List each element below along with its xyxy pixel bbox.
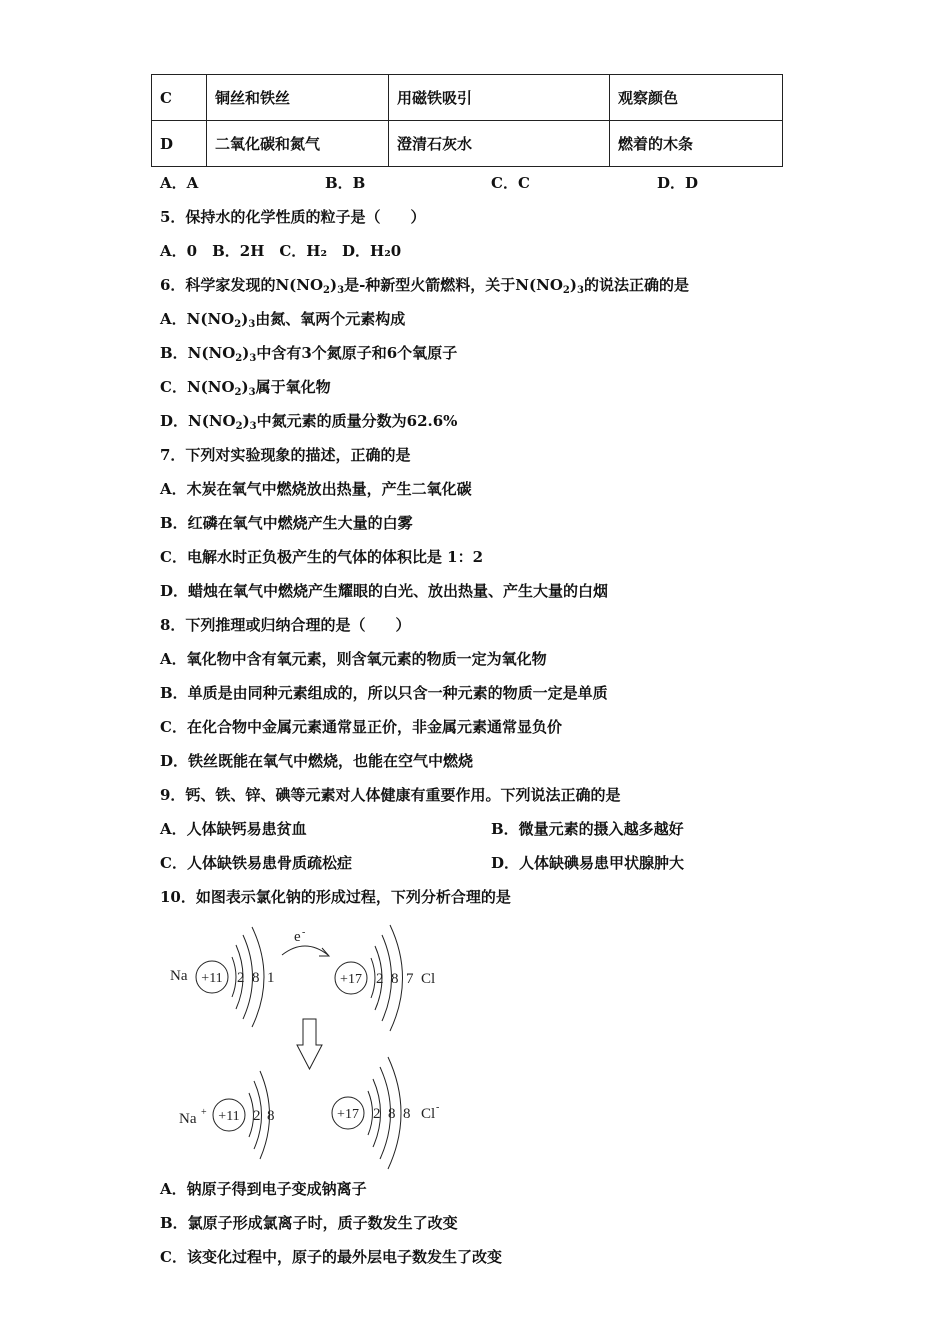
question-9-option-a: A．人体缺钙易患贫血 [160, 820, 307, 838]
question-7-option-d: D．蜡烛在氧气中燃烧产生耀眼的白光、放出热量、产生大量的白烟 [160, 582, 609, 600]
question-7-option-a: A．木炭在氧气中燃烧放出热量，产生二氧化碳 [160, 480, 472, 498]
sodium-ion-label: Na [179, 1111, 197, 1127]
question-7-option-c: C．电解水时正负极产生的气体的体积比是 1：2 [160, 548, 484, 566]
sodium-ion-shell-count: 2 [253, 1108, 261, 1124]
electron-label: e [294, 929, 301, 945]
table-cell: 二氧化碳和氮气 [207, 121, 389, 167]
sodium-ion-nucleus-charge: +11 [218, 1109, 240, 1124]
table-cell: D [152, 121, 207, 167]
sodium-shell-count: 8 [252, 970, 260, 986]
chlorine-shell-count: 8 [391, 971, 399, 987]
electron-charge: - [302, 927, 306, 938]
question-9-stem: 9．钙、铁、锌、碘等元素对人体健康有重要作用。下列说法正确的是 [160, 786, 621, 804]
option-table [151, 74, 783, 167]
question-8-option-c: C．在化合物中金属元素通常显正价，非金属元素通常显负价 [160, 718, 562, 736]
question-6-option-a: A．$N(NO_2)_3$由氮、氧两个元素构成 [160, 310, 406, 330]
answer-option-b: B．B [325, 174, 366, 192]
table-cell: 燃着的木条 [610, 121, 783, 167]
question-9-option-b: B．微量元素的摄入越多越好 [491, 820, 684, 838]
sodium-nucleus-charge: +11 [201, 971, 223, 986]
question-10-option-b: B．氯原子形成氯离子时，质子数发生了改变 [160, 1214, 458, 1232]
question-6-option-c: C．$N(NO_2)_3$属于氧化物 [160, 378, 331, 398]
table-cell: 澄清石灰水 [389, 121, 610, 167]
table-cell: C [152, 75, 207, 121]
question-10-stem: 10．如图表示氯化钠的形成过程，下列分析合理的是 [160, 888, 511, 906]
table-cell: 观察颜色 [610, 75, 783, 121]
question-7-stem: 7．下列对实验现象的描述，正确的是 [160, 446, 411, 464]
answer-option-d: D．D [657, 174, 699, 192]
sodium-ion-charge: + [201, 1107, 207, 1118]
question-6-stem: 6．科学家发现的$N(NO_2)_3$是-种新型火箭燃料，关于$N(NO_2)_3$的说法正确的是 [160, 276, 689, 296]
chloride-ion-nucleus-charge: +17 [337, 1107, 359, 1122]
chlorine-shell-count: 2 [376, 971, 384, 987]
chloride-ion-shell-count: 2 [373, 1106, 381, 1122]
question-5-options: A．0 B．2H C．H₂ D．H₂0 [160, 242, 402, 260]
chlorine-nucleus-charge: +17 [340, 972, 362, 987]
nacl-formation-diagram [160, 915, 480, 1170]
question-8-option-b: B．单质是由同种元素组成的，所以只含一种元素的物质一定是单质 [160, 684, 608, 702]
chloride-ion-shell-arc [368, 1091, 373, 1135]
chlorine-shell-count: 7 [406, 971, 414, 987]
table-cell: 用磁铁吸引 [389, 75, 610, 121]
sodium-shell-count: 1 [267, 970, 275, 986]
question-8-option-d: D．铁丝既能在氧气中燃烧，也能在空气中燃烧 [160, 752, 474, 770]
sodium-shell-arc [232, 957, 236, 997]
chlorine-shell-arc [371, 958, 375, 998]
electron-transfer-arrow [282, 946, 328, 955]
question-9-option-d: D．人体缺碘易患甲状腺肿大 [491, 854, 685, 872]
answer-option-c: C．C [491, 174, 530, 192]
question-8-stem: 8．下列推理或归纳合理的是（ ） [160, 616, 411, 634]
question-5-stem: 5．保持水的化学性质的粒子是（ ） [160, 208, 426, 226]
table-cell: 铜丝和铁丝 [207, 75, 389, 121]
chloride-ion-label: Cl [421, 1106, 436, 1122]
question-6-option-d: D．$N(NO_2)_3$中氮元素的质量分数为62.6% [160, 412, 458, 432]
question-10-option-c: C．该变化过程中，原子的最外层电子数发生了改变 [160, 1248, 502, 1266]
chloride-ion-shell-count: 8 [388, 1106, 396, 1122]
question-7-option-b: B．红磷在氧气中燃烧产生大量的白雾 [160, 514, 413, 532]
chloride-ion-charge: - [436, 1102, 440, 1113]
question-6-option-b: B．$N(NO_2)_3$中含有3个氮原子和6个氧原子 [160, 344, 458, 364]
table-row [152, 121, 783, 167]
chlorine-label: Cl [421, 971, 436, 987]
sodium-ion-shell-count: 8 [267, 1108, 275, 1124]
sodium-shell-count: 2 [237, 970, 245, 986]
sodium-label: Na [170, 968, 188, 984]
table-row [152, 75, 783, 121]
question-8-option-a: A．氧化物中含有氧元素，则含氧元素的物质一定为氧化物 [160, 650, 547, 668]
chloride-ion-shell-count: 8 [403, 1106, 411, 1122]
down-arrow-icon [297, 1019, 322, 1069]
question-9-option-c: C．人体缺铁易患骨质疏松症 [160, 854, 352, 872]
question-10-option-a: A．钠原子得到电子变成钠离子 [160, 1180, 367, 1198]
answer-option-a: A．A [160, 174, 199, 192]
